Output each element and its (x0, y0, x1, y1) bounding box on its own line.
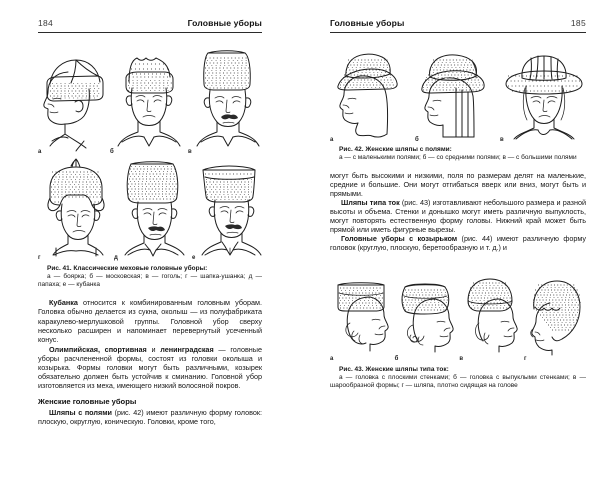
left-running-title: Головные уборы (187, 18, 262, 28)
paragraph-kubanka (38, 298, 262, 343)
figure-41-label-b: б (110, 149, 114, 155)
paragraph-brimmed-hats-rest: (рис. 42) имеют различную форму головок: плоскую, округлую, коническую. Головки, кроме того, (38, 408, 262, 427)
figure-41-row-2 (38, 156, 262, 260)
figure-41-item-g (38, 156, 114, 260)
left-subheading-women: Женские головные уборы (38, 397, 137, 407)
figure-43-number: Рис. 43. (339, 366, 364, 374)
figure-42-item-b (415, 42, 497, 142)
left-body-text-2 (38, 408, 262, 426)
paragraph-continued (330, 171, 586, 198)
illustration-tok-flat-walls (330, 263, 392, 359)
illustration-tok-close-fitting (524, 263, 586, 359)
right-running-head (330, 18, 586, 33)
figure-42-label-v: в (500, 137, 504, 143)
left-page-folio: 184 (38, 18, 54, 28)
illustration-papaha (114, 156, 192, 258)
paragraph-tok-rest: (рис. 43) изготавливают небольшого размера и разной высоты и объема. Стенки и донышко могут иметь различную выпуклость, могут повторять естественную форму головы. Нижний край может быть прямой или иметь фигурные вырезы. (330, 197, 586, 235)
paragraph-olympic (38, 345, 262, 390)
figure-42-row (330, 42, 586, 142)
figure-42-label-a: а (330, 137, 334, 143)
paragraph-kubanka-rest: относится к комбинированным головным уборам. Головка обычно делается из сукна, околыш — из полуфабриката каракулево-мерлушковой группы. Головной убор сверху несколько расширен и напоминает перевернутый усеченный конус. (38, 298, 262, 344)
term-tok: Шляпы типа ток (341, 197, 400, 207)
illustration-tok-spherical (459, 263, 521, 359)
figure-41-number: Рис. 41. (47, 265, 72, 272)
figure-41-item-e (192, 156, 268, 260)
figure-41-label-g: г (38, 255, 41, 261)
figure-41-row-1 (38, 42, 262, 154)
term-olympic: Олимпийская, спортивная (49, 344, 147, 354)
term-visor: Головные уборы с козырьком (341, 234, 458, 244)
figure-41-item-b (110, 42, 188, 154)
figure-41-caption-title (38, 265, 262, 273)
figure-43-label-v: в (459, 356, 464, 363)
figure-41-caption (38, 265, 262, 288)
illustration-kubanka (192, 156, 268, 258)
right-running-title: Головные уборы (330, 18, 405, 28)
figure-43-label-b: б (394, 356, 399, 363)
illustration-hat-large-brim (500, 42, 586, 140)
figure-41-title: Классические меховые головные уборы: (73, 265, 208, 272)
figure-42-caption (330, 146, 586, 162)
illustration-shapka-ushanka (38, 156, 114, 258)
figure-43-item-g (524, 263, 586, 361)
paragraph-visor (330, 234, 586, 252)
illustration-tok-convex-walls (395, 263, 457, 359)
figure-43-title: Женские шляпы типа ток: (365, 366, 449, 374)
right-page (300, 0, 600, 492)
figure-41-item-a (38, 42, 110, 154)
paragraph-olympic-rest: — головные уборы расчлененной формы, состоят из головки околыша и козырька. Формы головки могут быть различными, козырек обязательно должен быть устойчив к сминанию. Головной убор изготовляется из меха, имеющего низкий волосяной покров. (38, 344, 262, 391)
left-body-text (38, 298, 262, 390)
right-page-folio: 185 (570, 18, 586, 28)
paragraph-tok (330, 198, 586, 234)
figure-43-row (330, 263, 586, 361)
figure-43-legend: а — головка с плоскими стенками; б — головка с выпуклыми стенками; в — шарообразной формы; г — шляпа, плотно сидящая на голове (330, 374, 586, 390)
illustration-gogol (188, 42, 266, 152)
figure-42-legend: а — с маленькими полями; б — со средними полями; в — с большими полями (339, 153, 577, 161)
figure-42-label-b: б (415, 137, 419, 143)
figure-41-label-v: в (188, 149, 192, 155)
figure-41-label-e: е (192, 255, 196, 261)
figure-41-label-a: а (38, 149, 42, 155)
figure-43-item-a (330, 263, 392, 361)
term-brimmed-hats: Шляпы с полями (49, 408, 112, 418)
term-kubanka: Кубанка (49, 298, 78, 308)
figure-43-label-g: г (523, 356, 527, 363)
figure-42-caption-title (330, 146, 586, 154)
figure-43-label-a: а (330, 356, 334, 363)
figure-43-caption (330, 366, 586, 389)
figure-41-item-d (114, 156, 192, 260)
left-running-head (38, 18, 262, 33)
illustration-hat-small-brim (330, 42, 412, 140)
right-body-text (330, 171, 586, 253)
figure-42-item-a (330, 42, 412, 142)
paragraph-brimmed-hats (38, 408, 262, 426)
illustration-hat-medium-brim (415, 42, 497, 140)
paragraph-visor-rest: (рис. 44) имеют различную форму головок (круглую, плоскую, беретообразную и т. д.) и (330, 234, 587, 253)
figure-42-title: Женские шляпы с полями: (365, 146, 452, 153)
figure-43-item-v (459, 263, 521, 361)
paragraph-olympic-conj: и (146, 344, 161, 354)
figure-42-number: Рис. 42. (339, 146, 364, 153)
figure-41-item-v (188, 42, 266, 154)
figure-42-item-v (500, 42, 586, 142)
paragraph-continued-text: могут быть высокими и низкими, поля по размерам делят на маленькие, средние и большие. Они могут отгибаться вверх или вниз, могут быть и прямыми. (330, 170, 586, 198)
figure-41-label-d: д (114, 255, 118, 261)
figure-43-item-b (395, 263, 457, 361)
term-leningrad: ленинградская (160, 344, 214, 354)
illustration-boyarka (38, 42, 110, 152)
illustration-moskovskaya (110, 42, 188, 152)
figure-41-legend: а — боярка; б — московская; в — гоголь; г — шапка-ушанка; д — папаха; е — кубанка (38, 272, 262, 288)
